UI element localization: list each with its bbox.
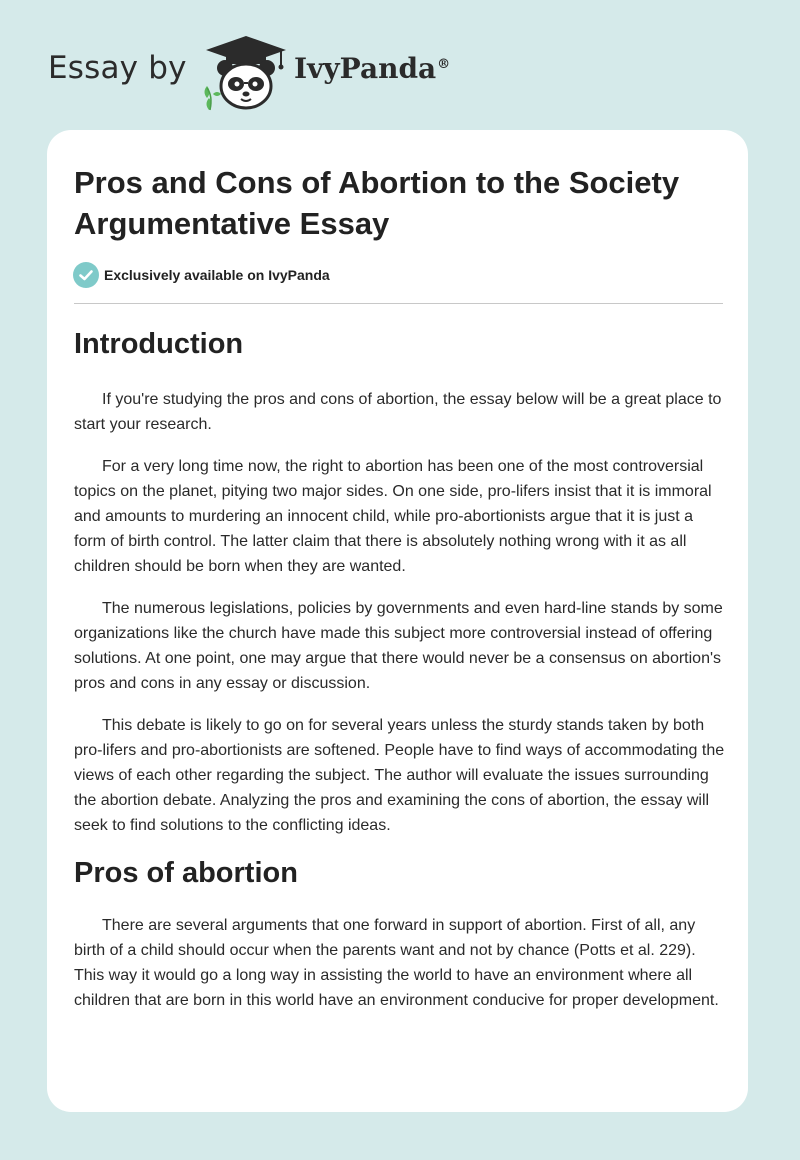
paragraph: There are several arguments that one forward in support of abortion. First of all, any birth of a child should occur when the parents want and not by chance (Potts et al. 229). This way it would go a long way in assisting the world to have an environment where all children that are born in this world have an environment conducive for proper development.	[74, 917, 719, 1009]
panda-graduate-icon[interactable]	[201, 34, 291, 112]
exclusive-badge	[73, 262, 330, 288]
badge-label: Exclusively available on IvyPanda	[104, 267, 330, 283]
paragraph: For a very long time now, the right to abortion has been one of the most controversial topics on the planet, pitying two major sides. On one side, pro-lifers insist that it is immoral and amounts to murdering an innocent child, while pro-abortionists argue that it is just a form of birth control. The latter claim that there is absolutely nothing wrong with it as all children should be born when they are wanted.	[74, 458, 712, 575]
title-divider	[74, 303, 723, 304]
paragraph: This debate is likely to go on for several years unless the sturdy stands taken by both pro-lifers and pro-abortionists are softened. People have to find ways of accommodating the views of each other regarding the subject. The author will evaluate the issues surrounding the abortion debate. Analyzing the pros and examining the cons of abortion, the essay will seek to find solutions to the conflicting ideas.	[74, 717, 725, 834]
paragraph: The numerous legislations, policies by governments and even hard-line stands by some organizations like the church have made this subject more controversial instead of offering solutions. At one point, one may argue that there would never be a consensus on abortion's pros and cons in any essay or discussion.	[74, 600, 723, 692]
essay-card	[47, 130, 748, 1112]
paragraph: If you're studying the pros and cons of abortion, the essay below will be a great place to start your research.	[74, 391, 722, 433]
essay-body	[74, 323, 726, 1013]
brand-prefix: Essay by	[48, 50, 187, 86]
brand-name[interactable]: IvyPanda®	[294, 52, 451, 85]
registered-mark: ®	[437, 56, 451, 72]
essay-title: Pros and Cons of Abortion to the Society Argumentative Essay	[74, 165, 680, 241]
section-heading-pros: Pros of abortion	[74, 857, 298, 889]
section-heading-introduction: Introduction	[74, 328, 244, 360]
site-header	[48, 30, 648, 110]
check-circle-icon	[73, 262, 99, 288]
